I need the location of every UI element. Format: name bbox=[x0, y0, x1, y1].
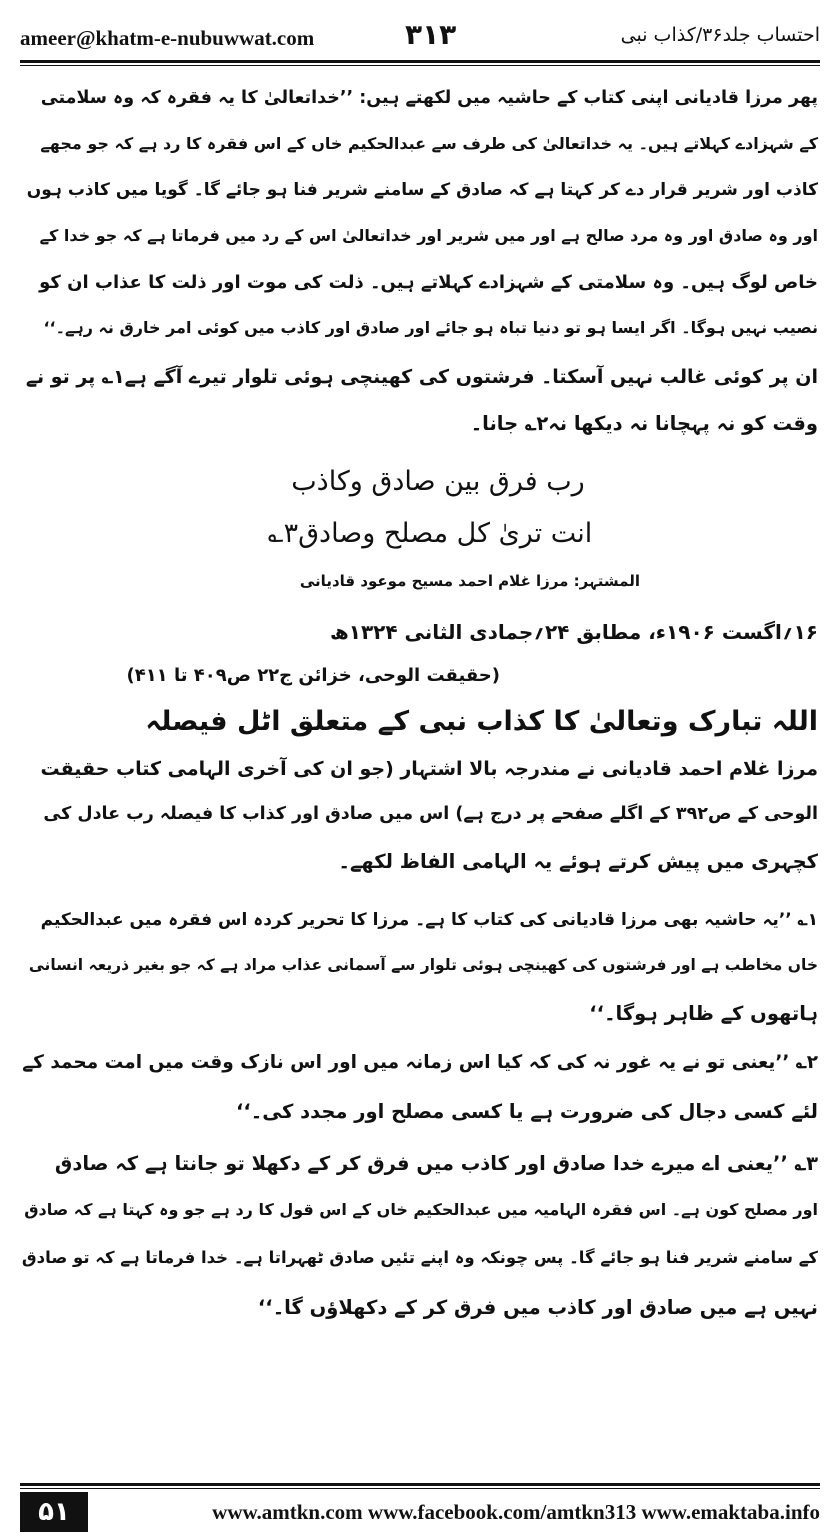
poem-line-1: رب فرق بین صادق وکاذب bbox=[291, 466, 585, 497]
header-page-number: ۳۱۳ bbox=[405, 18, 457, 51]
text-line: مرزا غلام احمد قادیانی نے مندرجہ بالا اشتہار (جو ان کی آخری الہامی کتاب حقیقت bbox=[40, 758, 818, 780]
page-header bbox=[20, 12, 820, 52]
text-line: ۱؎ ’’یہ حاشیہ بھی مرزا قادیانی کی کتاب کا ہے۔ مرزا کا تحریر کردہ اس فقرہ میں عبدالحکیم bbox=[40, 910, 818, 930]
footer-divider-thin bbox=[20, 1488, 820, 1489]
text-line: کچہری میں پیش کرتے ہوئے یہ الہامی الفاظ لکھے۔ bbox=[338, 850, 818, 873]
text-line: نصیب نہیں ہوگا۔ اگر ایسا ہو تو دنیا تباہ ہو جائے اور صادق اور کاذب میں کوئی امر خارق نہ رہے۔‘‘ bbox=[43, 318, 818, 337]
text-line: خاص لوگ ہیں۔ وہ سلامتی کے شہزادے کہلاتے ہیں۔ ذلت کی موت اور ذلت کا عذاب ان کو bbox=[39, 272, 818, 293]
poem-line-2: انت تریٰ کل مصلح وصادق۳؎ bbox=[267, 518, 593, 549]
text-line: ۲؎ ’’یعنی تو نے یہ غور نہ کی کہ کیا اس زمانہ میں اور اس نازک وقت میں امت محمد کے bbox=[22, 1052, 818, 1073]
text-line: ۳؎ ’’یعنی اے میرے خدا صادق اور کاذب میں فرق کر کے دکھلا تو جانتا ہے کہ صادق bbox=[54, 1152, 818, 1175]
text-line: وقت کو نہ پہچانا نہ دیکھا نہ۲؎ جانا۔ bbox=[470, 412, 818, 435]
header-divider bbox=[20, 60, 820, 63]
signature-announcer: المشتہر: مرزا غلام احمد مسیح موعود قادیانی bbox=[299, 572, 640, 590]
text-line: خاں مخاطب ہے اور فرشتوں کی کھینچی ہوئی تلوار سے آسمانی عذاب مراد ہے کہ جو بغیر ذریعہ انسانی bbox=[28, 956, 818, 974]
footer-links[interactable]: www.amtkn.com www.facebook.com/amtkn313 www.emaktaba.info bbox=[212, 1500, 820, 1524]
text-line: اور مصلح کون ہے۔ اس فقرہ الہامیہ میں عبدالحکیم خاں کے اس قول کا رد ہے جو وہ کہتا ہے کہ صادق bbox=[24, 1200, 818, 1219]
text-line: لئے کسی دجال کی ضرورت ہے یا کسی مصلح اور مجدد کی۔‘‘ bbox=[235, 1100, 818, 1123]
text-line: کاذب اور شریر قرار دے کر کہتا ہے کہ صادق کے سامنے شریر فنا ہو جائے گا۔ گویا میں کاذب ہوں bbox=[26, 180, 818, 200]
text-line: نہیں ہے میں صادق اور کاذب میں فرق کر کے دکھلاؤں گا۔‘‘ bbox=[257, 1296, 818, 1319]
text-line: کے شہزادے کہلاتے ہیں۔ یہ خداتعالیٰ کی طرف سے عبدالحکیم خاں کے اس فقرہ کا رد ہے کہ جو مجھے bbox=[40, 134, 818, 153]
section-heading: اللہ تبارک وتعالیٰ کا کذاب نبی کے متعلق اٹل فیصلہ bbox=[145, 706, 818, 737]
signature-reference: (حقیقت الوحی، خزائن ج۲۲ ص۴۰۹ تا ۴۱۱) bbox=[126, 665, 500, 686]
footer-page-number: ۵۱ bbox=[20, 1492, 88, 1532]
header-email[interactable]: ameer@khatm-e-nubuwwat.com bbox=[20, 26, 315, 50]
header-book-title: احتساب جلد۳۶/کذاب نبی bbox=[620, 24, 820, 46]
text-line: پھر مرزا قادیانی اپنی کتاب کے حاشیہ میں لکھتے ہیں: ’’خداتعالیٰ کا یہ فقرہ کہ وہ سلامتی bbox=[40, 88, 818, 108]
text-line: ہاتھوں کے ظاہر ہوگا۔‘‘ bbox=[589, 1002, 818, 1025]
text-line: الوحی کے ص۳۹۲ کے اگلے صفحے پر درج ہے) اس میں صادق اور کذاب کا فیصلہ رب عادل کی bbox=[43, 804, 818, 824]
header-divider-thin bbox=[20, 65, 820, 66]
text-line: اور وہ صادق اور وہ مرد صالح ہے اور میں شریر اور خداتعالیٰ اس کے رد میں فرماتا ہے کہ جو خدا کے bbox=[39, 226, 818, 245]
text-line: ان پر کوئی غالب نہیں آسکتا۔ فرشتوں کی کھینچی ہوئی تلوار تیرے آگے ہے۱؎ پر تو نے bbox=[25, 366, 818, 388]
footer-divider bbox=[20, 1483, 820, 1486]
text-line: کے سامنے شریر فنا ہو جائے گا۔ پس چونکہ وہ اپنے تئیں صادق ٹھہراتا ہے۔ خدا فرماتا ہے کہ تو صادق bbox=[21, 1248, 818, 1267]
signature-date: ۱۶؍اگست ۱۹۰۶ء، مطابق ۲۴؍جمادی الثانی ۱۳۲۴ھ bbox=[330, 620, 818, 644]
